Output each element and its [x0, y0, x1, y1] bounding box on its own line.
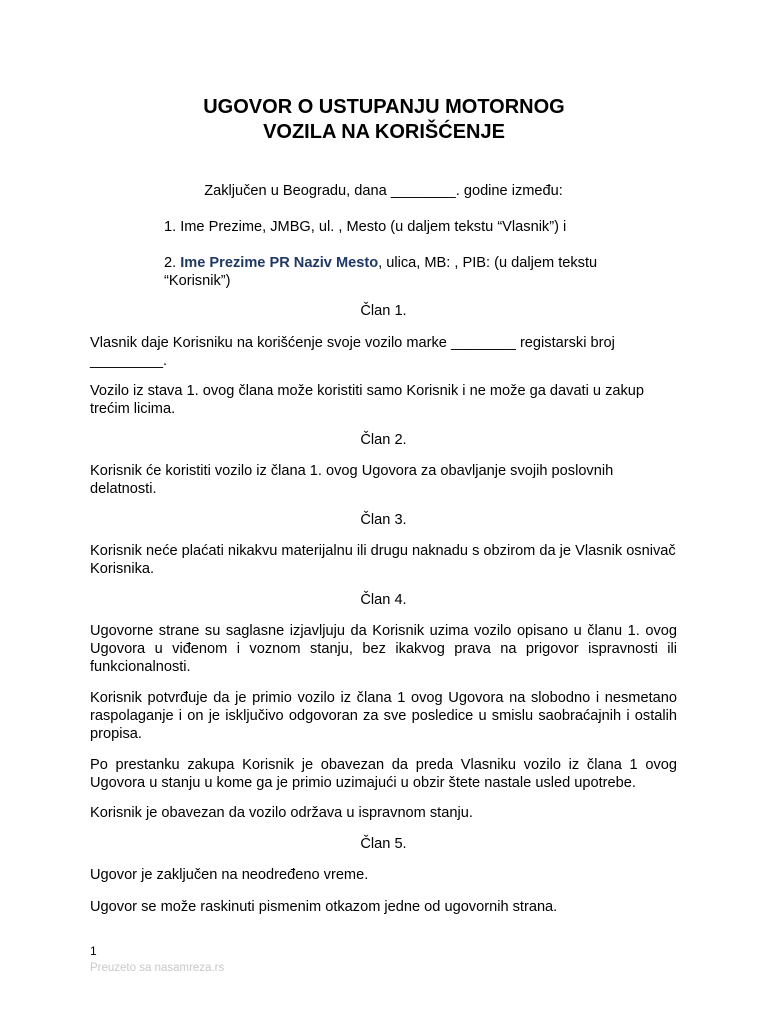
- document-title: [0, 95, 768, 145]
- party-2-prefix: 2.: [164, 255, 181, 271]
- article-4-heading: Član 4.: [360, 592, 407, 608]
- party-2-name: Ime Prezime PR Naziv Mesto: [180, 255, 379, 271]
- article-3-heading: Član 3.: [360, 512, 407, 528]
- article-1-heading: Član 1.: [360, 303, 407, 319]
- intro-text: Zaključen u Beogradu, dana ________. godine između:: [204, 183, 563, 199]
- page-number: 1: [90, 944, 97, 958]
- paragraph-7: Po prestanku zakupa Korisnik je obavezan da preda Vlasniku vozilo iz člana 1 ovog Ugovora u stanju u kome ga je primio uzimajući u obzir štete nastale usled upotrebe.: [90, 757, 677, 791]
- article-5-heading: Član 5.: [360, 836, 407, 852]
- title-line-2: VOZILA NA KORIŠĆENJE: [263, 121, 505, 143]
- paragraph-8: Korisnik je obavezan da vozilo održava u ispravnom stanju.: [90, 805, 473, 821]
- paragraph-6: Korisnik potvrđuje da je primio vozilo iz člana 1 ovog Ugovora na slobodno i nesmetano raspolaganje i on je isključivo odgovoran za sve posledice u smislu saobraćajnih i ostalih propisa.: [90, 690, 677, 742]
- paragraph-3: Korisnik će koristiti vozilo iz člana 1. ovog Ugovora za obavljanje svojih poslovnih delatnosti.: [90, 463, 614, 497]
- paragraph-4: Korisnik neće plaćati nikakvu materijalnu ili drugu naknadu s obzirom da je Vlasnik osnivač Korisnika.: [90, 543, 676, 577]
- paragraph-5: Ugovorne strane su saglasne izjavljuju da Korisnik uzima vozilo opisano u članu 1. ovog Ugovora u viđenom i voznom stanju, bez ikakvog prava na prigovor ispravnosti ili funkcionalnosti.: [90, 623, 677, 675]
- source-watermark: Preuzeto sa nasamreza.rs: [90, 962, 225, 974]
- party-1: 1. Ime Prezime, JMBG, ul. , Mesto (u daljem tekstu “Vlasnik”) i: [164, 219, 567, 235]
- party-2-details: , ulica, MB: , PIB: (u daljem tekstu “Korisnik”): [164, 255, 598, 289]
- article-2-heading: Član 2.: [360, 432, 407, 448]
- paragraph-10: Ugovor se može raskinuti pismenim otkazom jedne od ugovornih strana.: [90, 899, 558, 915]
- party-2: [164, 254, 664, 290]
- title-line-1: UGOVOR O USTUPANJU MOTORNOG: [203, 96, 565, 118]
- paragraph-1: Vlasnik daje Korisniku na korišćenje svoje vozilo marke ________ registarski broj _________.: [90, 335, 615, 369]
- paragraph-2: Vozilo iz stava 1. ovog člana može koristiti samo Korisnik i ne može ga davati u zakup trećim licima.: [90, 383, 645, 417]
- paragraph-9: Ugovor je zaključen na neodređeno vreme.: [90, 867, 369, 883]
